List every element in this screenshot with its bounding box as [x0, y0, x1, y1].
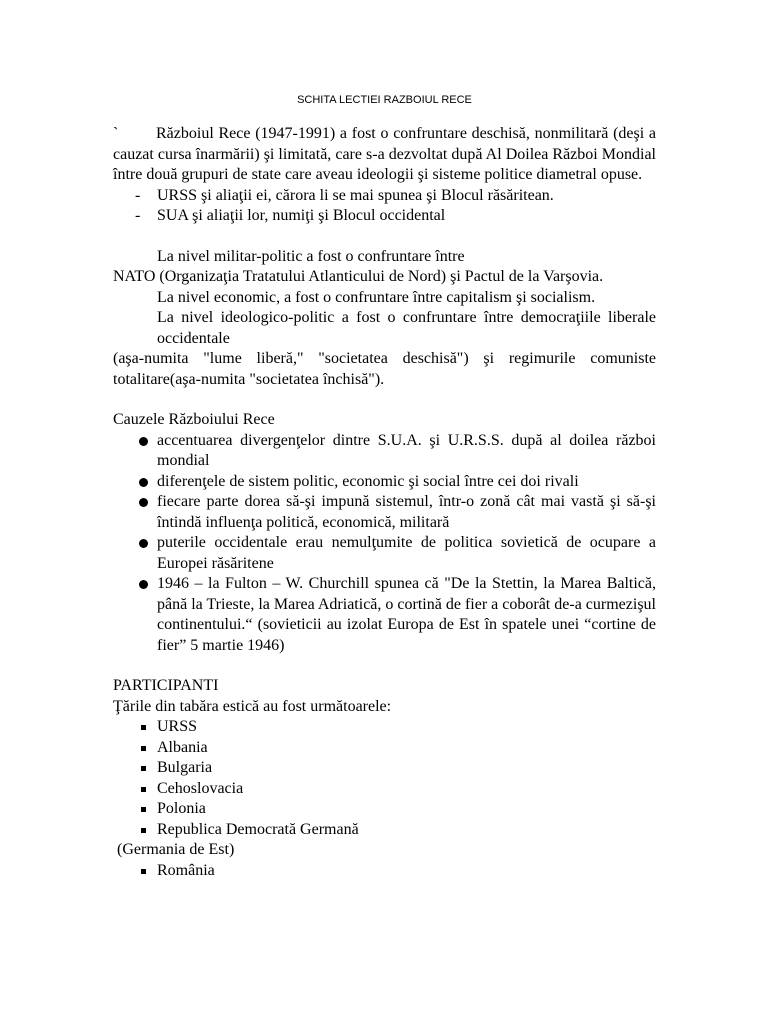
cause-item: puterile occidentale erau nemulţumite de politica sovietică de ocupare a Europei răsăritene — [113, 533, 656, 574]
bloc-item-west: - SUA şi aliaţii lor, numiţi şi Blocul occidental — [113, 206, 656, 227]
causes-heading: Cauzele Războiului Rece — [113, 411, 275, 428]
stray-tick-mark: ` — [113, 125, 119, 142]
eastern-countries-list-cont — [113, 861, 656, 882]
document-page — [113, 93, 656, 881]
ideological-level-cont: (aşa-numita "lume liberă," "societatea deschisă") şi regimurile comuniste totalitare(aşa-numita "societatea închisă"). — [113, 350, 656, 388]
eastern-countries-list — [113, 717, 656, 840]
country-item: România — [113, 861, 656, 882]
cause-item: 1946 – la Fulton – W. Churchill spunea că "De la Stettin, la Marea Baltică, până la Trieste, la Marea Adriatică, o cortină de fier a coborât de-a curmezişul continentului.“ (sovieticii au izolat Europa de Est în spatele unei “cortine de fier” 5 martie 1946) — [113, 574, 656, 656]
country-item: Cehoslovacia — [113, 779, 656, 800]
military-level-cont: NATO (Organizaţia Tratatului Atlanticului de Nord) şi Pactul de la Varşovia. — [113, 268, 604, 285]
country-item: Albania — [113, 738, 656, 759]
intro-text: Războiul Rece (1947-1991) a fost o confruntare deschisă, nonmilitară (deşi a cauzat cursa înarmării) şi limitată, care s-a dezvoltat după Al Doilea Război Mondial între două grupuri de state care aveau ideologii şi sisteme politice diametral opuse. — [113, 125, 656, 183]
economic-level: La nivel economic, a fost o confruntare între capitalism şi socialism. — [157, 288, 596, 306]
intro-paragraph — [113, 124, 656, 186]
blocs-list — [113, 186, 656, 227]
country-item: Polonia — [113, 799, 656, 820]
cause-item: diferenţele de sistem politic, economic şi social între cei doi rivali — [113, 472, 656, 493]
participants-heading: PARTICIPANTI — [113, 677, 219, 694]
country-item: Bulgaria — [113, 758, 656, 779]
east-germany-note: (Germania de Est) — [117, 841, 235, 858]
bloc-item-east: - URSS şi aliaţii ei, cărora li se mai spunea şi Blocul răsăritean. — [113, 186, 656, 207]
causes-list — [113, 431, 656, 657]
military-level-intro: La nivel militar-politic a fost o confruntare între — [157, 247, 465, 265]
document-title: SCHITA LECTIEI RAZBOIUL RECE — [297, 94, 472, 106]
cause-item: fiecare parte dorea să-şi impună sistemul, într-o zonă cât mai vastă şi să-şi întindă influenţa politică, economică, militară — [113, 492, 656, 533]
country-item: Republica Democrată Germană — [113, 820, 656, 841]
country-item: URSS — [113, 717, 656, 738]
cause-item: accentuarea divergenţelor dintre S.U.A. şi U.R.S.S. după al doilea război mondial — [113, 431, 656, 472]
participants-subheading: Ţările din tabăra estică au fost următoarele: — [113, 697, 392, 715]
ideological-level: La nivel ideologico-politic a fost o confruntare între democraţiile liberale occidentale — [157, 309, 656, 347]
